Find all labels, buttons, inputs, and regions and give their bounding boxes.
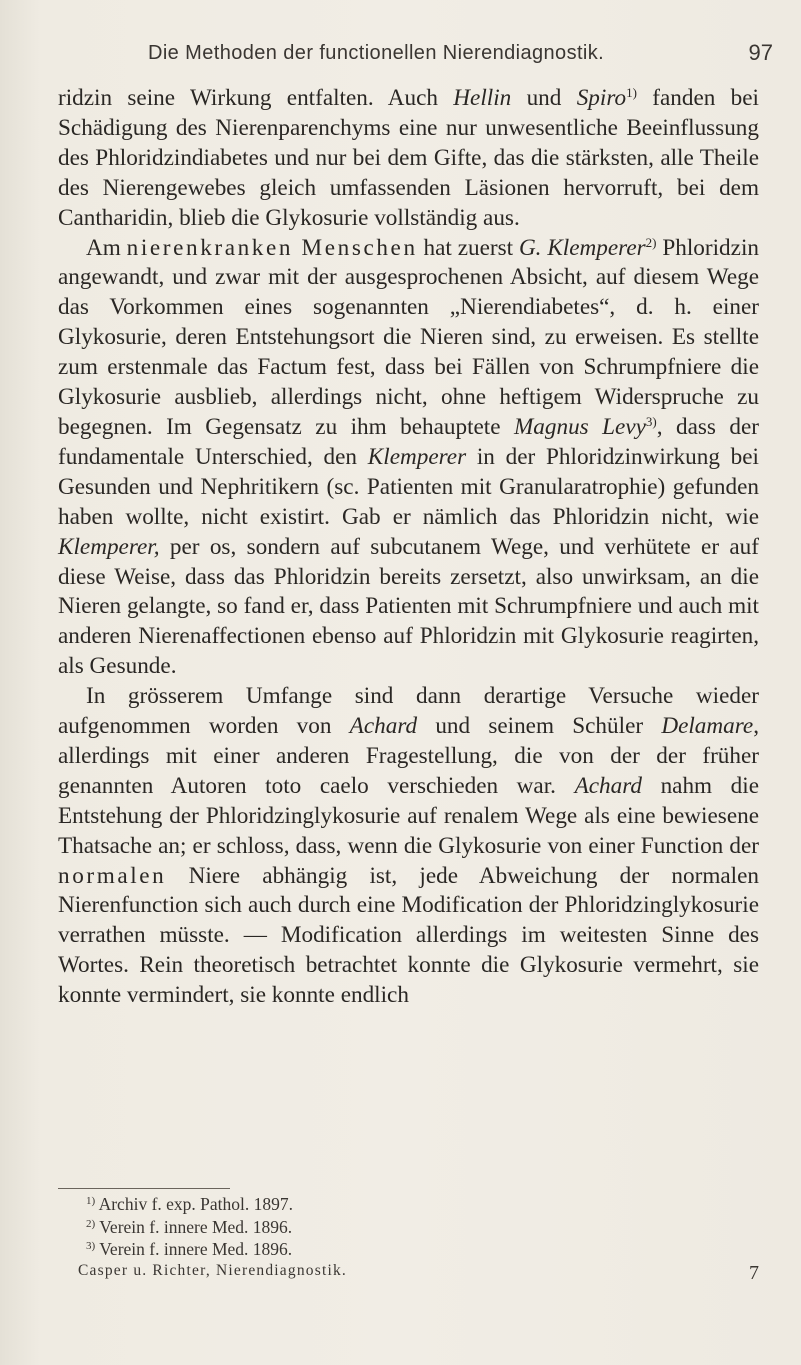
footnote-ref: 1): [626, 85, 637, 100]
footnote-text: Archiv f. exp. Pathol. 1897.: [98, 1194, 294, 1214]
text-run: in der Phloridzinwirkung bei Gesunden und Nephritikern (sc. Patienten mit Granularatrophie) gefunden haben wollte, nicht existirt. Gab er nämlich das Phloridzin nicht, wie: [58, 443, 759, 530]
text-run: nahm die Entstehung der Phloridzinglykosurie auf renalem Wege als eine bewiesene Thatsache an; er schloss, dass, wenn die Glykosurie von einer Function der: [58, 772, 760, 859]
text-run: hat zuerst: [417, 234, 519, 261]
footnote-ref: 3): [645, 413, 657, 429]
text-run: Phloridzin angewandt, und zwar mit der ausgesprochenen Absicht, auf diesem Wege das Vorkommen eines sogenannten „Nierendiabetes“, d. h. einer Glykosurie, deren Entstehungsort die Nieren sind, zu erweisen. Es stellte zum erstenmale das Factum fest, dass bei Fällen von Schrumpfniere die Glykosurie ausblieb, allerdings nicht, ohne heftigem Widerspruche zu begegnen. Im Gegensatz zu ihm behauptete: [58, 234, 759, 440]
author-name: Hellin: [453, 85, 512, 111]
footnote-text: Verein f. innere Med. 1896.: [99, 1239, 293, 1259]
text-run: Am: [86, 234, 127, 261]
text-run: In grösserem Umfange sind dann derartige Versuche wieder aufgenommen worden von: [58, 683, 759, 740]
text-run: , allerdings mit einer anderen Fragestellung, die von der der früher genannten Autoren toto caelo verschieden war.: [58, 713, 759, 799]
footnote-divider: [58, 1188, 230, 1189]
running-title: Die Methoden der functionellen Nierendiagnostik.: [148, 42, 605, 64]
text-run: per os, sondern auf subcutanem Wege, und verhütete er auf diese Weise, dass das Phloridzin bereits zersetzt, also unwirksam, an die Nieren gelangte, so fand er, dass Patienten mit Schrumpfniere und auch mit anderen Nierenaffectionen ebenso auf Phloridzin mit Glykosurie reagirten, als Gesunde.: [58, 533, 759, 680]
footnote: [86, 1193, 293, 1216]
footnote-marker: 3): [86, 1240, 96, 1252]
page-number: 97: [748, 40, 773, 65]
footnote-text: Verein f. innere Med. 1896.: [99, 1216, 293, 1237]
footnotes: [86, 1193, 293, 1261]
paragraph: [58, 682, 759, 1011]
text-run: und seinem Schüler: [417, 713, 662, 740]
paragraph: [58, 234, 759, 683]
signature-book: Nierendiagnostik.: [215, 1262, 348, 1279]
emphasis-spaced: nierenkranken Menschen: [126, 234, 418, 261]
footnote-ref: 2): [645, 234, 657, 250]
author-name: Achard: [349, 713, 418, 740]
signature-mark: 7: [749, 1262, 759, 1284]
footnote-marker: 1): [86, 1195, 96, 1207]
footnote: [86, 1238, 293, 1261]
author-name: Spiro: [576, 85, 627, 111]
footnote-marker: 2): [86, 1217, 96, 1230]
text-run: und: [511, 85, 577, 111]
emphasis-spaced: normalen: [58, 862, 167, 889]
running-header: [60, 38, 773, 68]
author-name: Magnus Levy: [513, 413, 646, 440]
body-text: [58, 84, 759, 1011]
author-name: G. Klemperer: [518, 234, 646, 261]
text-run: , dass der fundamentale Unterschied, den: [58, 413, 759, 470]
footnote: [86, 1216, 293, 1239]
text-run: ridzin seine Wirkung entfalten. Auch: [58, 85, 454, 111]
text-run: Niere abhängig ist, jede Abweichung der normalen Nierenfunction sich auch durch eine Modification der Phloridzinglykosurie verrathen müsste. — Modification allerdings im weitesten Sinne des Wortes. Rein theoretisch betrachtet konnte die Glykosurie vermehrt, sie konnte vermindert, sie konnte endlich: [58, 862, 759, 1009]
author-name: Delamare: [661, 713, 754, 740]
author-name: Achard: [574, 772, 642, 799]
printer-signature: [78, 1262, 759, 1288]
author-name: Klemperer,: [58, 533, 160, 560]
signature-authors: Casper u. Richter,: [78, 1262, 211, 1279]
author-name: Klemperer: [367, 443, 467, 470]
paragraph: [58, 84, 759, 234]
text-run: fanden bei Schädigung des Nierenparenchyms eine nur unwesentliche Beeinflussung des Phloridzindiabetes und nur bei dem Gifte, das die stärksten, alle Theile des Nierengewebes gleich umfassenden Läsionen hervorruft, bei dem Cantharidin, blieb die Glykosurie vollständig aus.: [58, 85, 759, 231]
